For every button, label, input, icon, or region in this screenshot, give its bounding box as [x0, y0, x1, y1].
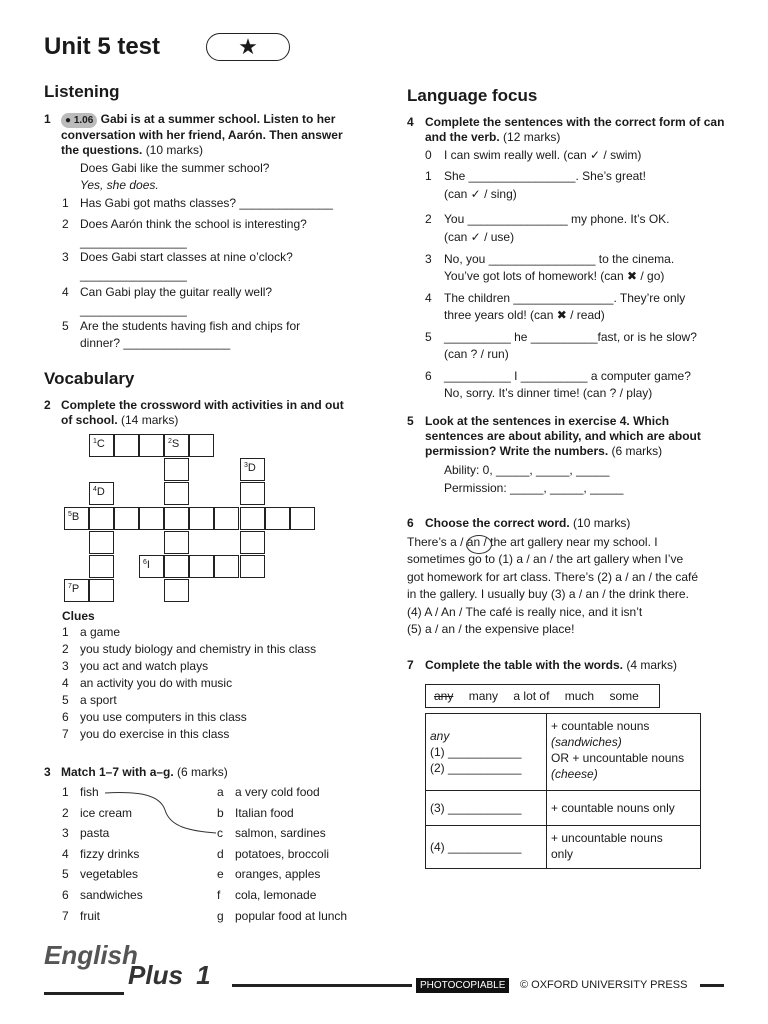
q1-item-3 [62, 250, 69, 265]
q4-text: Complete the sentences with the correct form of can and the verb. [425, 115, 725, 144]
item-number: 0 [425, 148, 432, 162]
match-text: sandwiches [80, 887, 143, 902]
passage-line[interactable]: There’s a / an / the art gallery near my school. I [407, 535, 658, 549]
match-number: 5 [62, 867, 69, 882]
cell-letter: B [71, 511, 80, 523]
match-left-item [62, 847, 212, 868]
q4-items [425, 148, 725, 401]
crossword-cell[interactable] [139, 434, 164, 457]
match-text: ice cream [80, 805, 133, 820]
match-left-item [62, 888, 212, 909]
cell-letter: S [171, 438, 180, 450]
q4-number: 4 [407, 115, 414, 129]
clues-heading: Clues [62, 609, 95, 623]
item-number: 4 [62, 285, 69, 299]
table-row [426, 791, 701, 826]
q4-item [425, 291, 725, 306]
q2-prompt [44, 398, 354, 428]
q2-number: 2 [44, 398, 51, 412]
crossword-cell[interactable] [114, 434, 139, 457]
match-right-item [217, 847, 377, 868]
q4-item [425, 148, 725, 169]
cell-letter: I [146, 559, 150, 571]
q4-item [425, 369, 725, 384]
clue-number: 5 [62, 693, 69, 707]
word-box [425, 684, 660, 708]
passage-line[interactable]: (4) A / An / The café is really nice, and it isn’t [407, 604, 643, 619]
answer-blank[interactable]: (2) ___________ [430, 761, 522, 775]
item-number: 1 [425, 169, 432, 183]
word-item: many [468, 689, 499, 703]
answer-blank[interactable]: ________________ [80, 235, 187, 249]
page-title: Unit 5 test [44, 33, 161, 60]
q4-item [425, 330, 725, 345]
q7-text: Complete the table with the words. [425, 658, 624, 672]
q1-item-5-text: Are the students having fish and chips for [80, 319, 301, 333]
item-number: 6 [425, 369, 432, 383]
table-cell [547, 791, 701, 826]
publisher-label: © OXFORD UNIVERSITY PRESS [520, 979, 688, 991]
ability-line[interactable]: Ability: 0, _____, _____, _____ [444, 463, 610, 477]
crossword-cell[interactable]: $^1$C [89, 434, 114, 457]
q7-marks: (4 marks) [626, 658, 678, 672]
clue-item [62, 659, 362, 676]
q1-item-4 [62, 285, 69, 300]
clue-text: you act and watch plays [80, 659, 209, 673]
answer-blank[interactable]: (3) ___________ [430, 801, 522, 815]
clues-list [62, 625, 362, 744]
q1-item-1-text: Has Gabi got maths classes? ______________ [80, 196, 333, 210]
match-text: popular food at lunch [235, 908, 348, 923]
clue-item [62, 693, 362, 710]
crossword-cell[interactable] [164, 579, 189, 602]
match-number: 1 [62, 785, 69, 799]
table-cell [547, 714, 701, 791]
item-number: 4 [425, 291, 432, 305]
match-letter: c [217, 826, 223, 841]
audio-track-icon[interactable]: ● 1.06 [61, 113, 97, 128]
crossword-cell[interactable] [164, 531, 189, 554]
q4-item [425, 252, 725, 267]
q1-text: Gabi is at a summer school. Listen to her conversation with her friend, Aarón. Then answer the questions. [61, 112, 343, 157]
clue-item [62, 625, 362, 642]
item-number: 3 [425, 252, 432, 266]
q1-item-5-cont[interactable]: dinner? ________________ [80, 336, 231, 350]
q4-hint: You’ve got lots of homework! (can ✖ / go) [444, 269, 665, 283]
match-text: Italian food [235, 805, 294, 820]
crossword-cell[interactable] [89, 507, 114, 530]
crossword-cell[interactable] [139, 507, 164, 530]
q5-number: 5 [407, 414, 414, 428]
q3-number: 3 [44, 765, 51, 779]
match-letter: e [217, 867, 224, 882]
crossword-cell[interactable]: $^7$P [64, 579, 89, 602]
answer-blank[interactable]: ________________ [80, 303, 187, 317]
match-right-item [217, 909, 377, 930]
item-number: 3 [62, 250, 69, 264]
q4-marks: (12 marks) [503, 130, 561, 144]
footer-rule [44, 992, 124, 995]
q7-prompt [407, 658, 727, 673]
q4-item [425, 169, 725, 184]
match-text: fruit [80, 908, 101, 923]
q1-item-3-text: Does Gabi start classes at nine o’clock? [80, 250, 293, 264]
q5-text: Look at the sentences in exercise 4. Which sentences are about ability, and which are about permission? Write the numbers. [425, 414, 701, 458]
star-level-icon: ★ [206, 33, 290, 61]
passage-line[interactable]: (5) a / an / the expensive place! [407, 621, 575, 636]
cell-text: only [551, 847, 574, 861]
clue-item [62, 676, 362, 693]
match-letter: b [217, 805, 224, 820]
answer-blank[interactable]: ________________ [80, 268, 187, 282]
q3-marks: (6 marks) [177, 765, 228, 779]
audio-track-number: 1.06 [73, 115, 94, 126]
item-number: 2 [62, 217, 69, 231]
q6-text: Choose the correct word. [425, 516, 570, 530]
q7-number: 7 [407, 658, 414, 672]
vocabulary-heading: Vocabulary [44, 369, 135, 388]
example-answer-circle [466, 535, 492, 554]
clue-text: a game [80, 625, 121, 639]
q1-item-2 [62, 217, 69, 232]
match-letter: a [217, 785, 224, 799]
crossword-cell[interactable] [89, 579, 114, 602]
sentence-text[interactable]: __________ he __________fast, or is he slow? [444, 330, 697, 344]
crossword-cell[interactable] [89, 555, 114, 578]
match-number: 4 [62, 846, 69, 861]
item-number: 5 [425, 330, 432, 344]
crossword-cell[interactable] [164, 507, 189, 530]
match-text: potatoes, broccoli [235, 846, 330, 861]
clue-number: 3 [62, 659, 69, 673]
word-item: much [564, 689, 595, 703]
clue-text: an activity you do with music [80, 676, 233, 690]
match-text: cola, lemonade [235, 887, 317, 902]
table-row [426, 714, 701, 791]
match-right-item [217, 867, 377, 888]
clue-text: you do exercise in this class [80, 727, 230, 741]
footer-rule [700, 984, 724, 987]
match-text: pasta [80, 826, 110, 841]
q3-prompt [44, 765, 354, 780]
clue-text: you study biology and chemistry in this class [80, 642, 317, 656]
crossword-cell[interactable]: $^3$D [240, 458, 265, 481]
language-focus-heading: Language focus [407, 86, 538, 105]
cell-letter: D [247, 462, 256, 474]
match-line-example [100, 785, 220, 845]
crossword-cell[interactable]: $^6$I [139, 555, 164, 578]
permission-line[interactable]: Permission: _____, _____, _____ [444, 481, 624, 495]
q4-prompt [407, 115, 727, 145]
brand-level: 1 [196, 960, 211, 990]
match-text: vegetables [80, 867, 139, 882]
clue-number: 7 [62, 727, 69, 741]
cell-text: + uncountable nouns [551, 831, 663, 845]
item-number: 1 [62, 196, 69, 210]
q1-example-question: Does Gabi like the summer school? [80, 161, 270, 175]
match-letter: f [217, 887, 221, 902]
word-item: some [609, 689, 639, 703]
q1-marks: (10 marks) [145, 143, 204, 157]
q5-prompt [407, 414, 727, 459]
listening-heading: Listening [44, 82, 120, 101]
match-number: 2 [62, 805, 69, 820]
clue-number: 2 [62, 642, 69, 656]
q6-number: 6 [407, 516, 414, 530]
table-row [426, 826, 701, 869]
q4-hint: No, sorry. It’s dinner time! (can ? / play) [444, 386, 653, 400]
clue-text: you use computers in this class [80, 710, 247, 724]
crossword-cell[interactable] [214, 507, 239, 530]
match-right-item [217, 806, 377, 827]
q1-number: 1 [44, 112, 51, 126]
word-example: any [434, 689, 454, 703]
match-left-item [62, 867, 212, 888]
crossword-cell[interactable] [114, 507, 139, 530]
q6-passage [407, 535, 737, 639]
q5-marks: (6 marks) [611, 444, 663, 458]
cell-text: + countable nouns only [551, 801, 675, 815]
q4-hint: (can ✓ / sing) [444, 187, 517, 201]
photocopiable-label: PHOTOCOPIABLE [416, 978, 509, 993]
answer-blank[interactable]: (1) ___________ [430, 745, 522, 759]
table-cell [426, 826, 547, 869]
clue-item [62, 710, 362, 727]
table-cell [426, 791, 547, 826]
cell-text: (cheese) [551, 767, 598, 781]
sentence-text[interactable]: __________ I __________ a computer game? [444, 369, 691, 383]
crossword-cell[interactable]: $^2$S [164, 434, 189, 457]
match-number: 3 [62, 826, 69, 841]
crossword-cell[interactable]: $^5$B [64, 507, 89, 530]
crossword-cell[interactable] [189, 434, 214, 457]
word-item: a lot of [513, 689, 550, 703]
crossword-cell[interactable] [189, 555, 214, 578]
crossword-cell[interactable] [214, 555, 239, 578]
footer-rule [232, 984, 412, 987]
clue-number: 1 [62, 625, 69, 639]
table-cell [547, 826, 701, 869]
cell-text: (sandwiches) [551, 735, 622, 749]
q4-item [425, 212, 725, 227]
match-right-item [217, 785, 377, 806]
cell-letter: D [96, 486, 105, 498]
match-number: 6 [62, 887, 69, 902]
brand-logo [44, 940, 211, 990]
answer-blank[interactable]: (4) ___________ [430, 840, 522, 854]
crossword-cell[interactable] [164, 555, 189, 578]
clue-number: 6 [62, 710, 69, 724]
q2-text: Complete the crossword with activities in and out of school. [61, 398, 344, 427]
q4-hint: (can ✓ / use) [444, 230, 515, 244]
match-text: oranges, apples [235, 867, 321, 882]
quantifier-table [425, 713, 701, 869]
match-letter: g [217, 908, 224, 923]
brand-line-2: Plus [128, 960, 183, 990]
clue-item [62, 642, 362, 659]
sentence-text[interactable]: No, you ________________ to the cinema. [444, 252, 675, 266]
cell-text: any [430, 729, 450, 743]
cell-text: + countable nouns [551, 719, 650, 733]
crossword-cell[interactable] [240, 507, 265, 530]
q1-item-4-text: Can Gabi play the guitar really well? [80, 285, 273, 299]
crossword-cell[interactable] [265, 507, 290, 530]
match-right-item [217, 888, 377, 909]
q1-item-5 [62, 319, 69, 334]
match-left-item [62, 909, 212, 930]
table-cell [426, 714, 547, 791]
match-text: a very cold food [235, 785, 320, 799]
crossword-cell[interactable] [164, 482, 189, 505]
crossword-cell[interactable] [164, 458, 189, 481]
match-text: fizzy drinks [80, 846, 140, 861]
crossword-cell[interactable] [240, 482, 265, 505]
item-number: 2 [425, 212, 432, 226]
crossword-cell[interactable] [240, 555, 265, 578]
q6-prompt [407, 516, 727, 531]
q4-hint: (can ? / run) [444, 347, 509, 361]
crossword-cell[interactable] [89, 531, 114, 554]
cell-text: OR + uncountable nouns [551, 751, 685, 765]
match-letter: d [217, 846, 224, 861]
q3-text: Match 1–7 with a–g. [61, 765, 174, 779]
q6-marks: (10 marks) [573, 516, 631, 530]
passage-line[interactable]: got homework for art class. There’s (2) a / an / the café [407, 569, 699, 584]
match-right-list [217, 785, 377, 929]
item-number: 5 [62, 319, 69, 333]
crossword-cell[interactable]: $^4$D [89, 482, 114, 505]
sentence-text: I can swim really well. (can ✓ / swim) [444, 148, 642, 162]
clue-text: a sport [80, 693, 117, 707]
q1-item-2-text: Does Aarón think the school is interesting? [80, 217, 307, 231]
sentence-text[interactable]: You _______________ my phone. It’s OK. [444, 212, 670, 226]
q1-item-1 [62, 196, 69, 211]
cell-letter: P [71, 583, 80, 595]
q4-hint: three years old! (can ✖ / read) [444, 308, 605, 322]
passage-line[interactable]: sometimes go to (1) a / an / the art gallery when I’ve [407, 552, 684, 567]
match-number: 7 [62, 908, 69, 923]
q1-example-answer: Yes, she does. [80, 178, 159, 192]
clue-number: 4 [62, 676, 69, 690]
cell-letter: C [96, 438, 105, 450]
sentence-text[interactable]: The children _______________. They’re only [444, 291, 686, 305]
q1-prompt [44, 112, 354, 158]
match-text: fish [80, 785, 99, 799]
match-text: salmon, sardines [235, 826, 326, 841]
crossword-cell[interactable] [189, 507, 214, 530]
clue-item [62, 727, 362, 744]
crossword-cell[interactable] [290, 507, 315, 530]
q2-marks: (14 marks) [121, 413, 179, 427]
sentence-text[interactable]: She ________________. She’s great! [444, 169, 646, 183]
match-right-item [217, 826, 377, 847]
crossword-cell[interactable] [240, 531, 265, 554]
brand-line-1: English [44, 940, 138, 970]
passage-line[interactable]: in the gallery. I usually buy (3) a / an / the drink there. [407, 587, 689, 602]
